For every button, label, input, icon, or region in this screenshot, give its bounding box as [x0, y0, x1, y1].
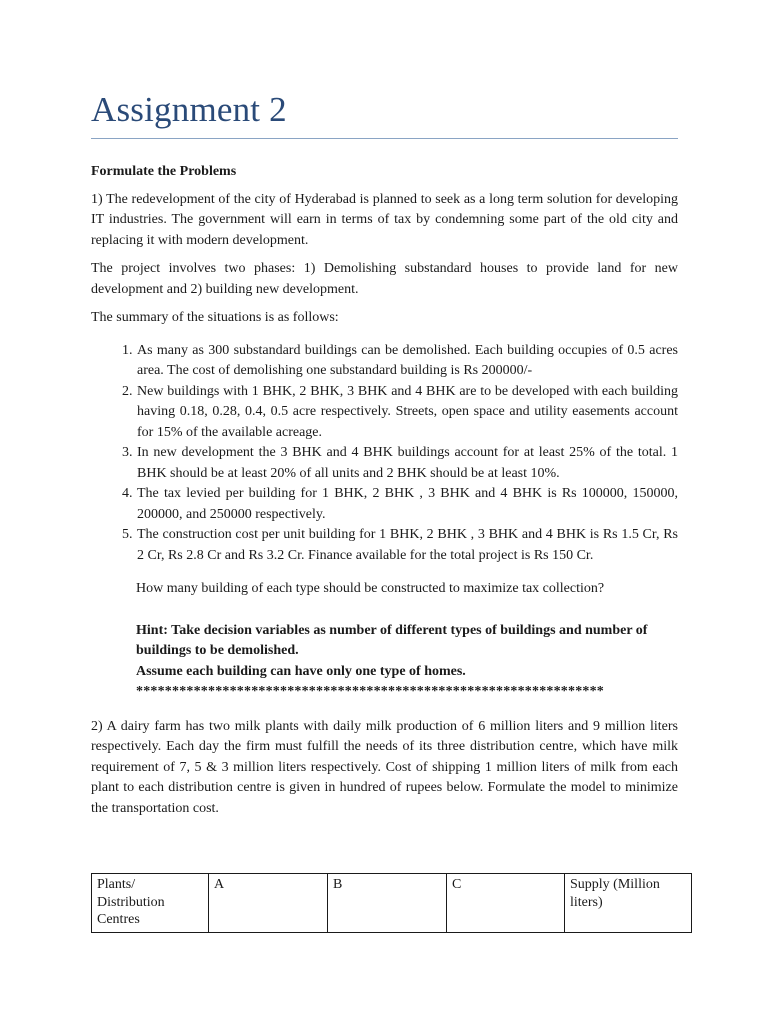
- table-header-cell: Supply (Million liters): [565, 874, 692, 933]
- page-title: Assignment 2: [91, 90, 287, 129]
- section-heading: Formulate the Problems: [91, 164, 237, 179]
- shipping-cost-table: [91, 873, 692, 933]
- table-header-cell: A: [209, 874, 328, 933]
- conditions-list: [91, 341, 678, 567]
- condition-item: 1. As many as 300 substandard buildings can be demolished. Each building occupies of 0.5 acres area. The cost of demolishing one substandard building is Rs 200000/-: [136, 341, 678, 382]
- table-header-cell: Plants/ Distribution Centres: [92, 874, 209, 933]
- problem1-question-block: [91, 579, 678, 703]
- problem1-assumption: Assume each building can have only one type of homes.: [136, 663, 466, 679]
- problem1-question: How many building of each type should be constructed to maximize tax collection?: [136, 581, 605, 596]
- document-body: [91, 162, 678, 835]
- title-underline: [91, 138, 678, 139]
- table-header-cell: B: [328, 874, 447, 933]
- problem1-phases: The project involves two phases: 1) Demolishing substandard houses to provide land for new development and 2) building new development.: [91, 261, 678, 297]
- separator-stars: *****************************************************************: [136, 684, 604, 699]
- condition-item: 5. The construction cost per unit building for 1 BHK, 2 BHK , 3 BHK and 4 BHK is Rs 1.5 Cr, Rs 2 Cr, Rs 2.8 Cr and Rs 3.2 Cr. Finance available for the total project is Rs 150 Cr.: [136, 525, 678, 566]
- condition-item: 3. In new development the 3 BHK and 4 BHK buildings account for at least 25% of the total. 1 BHK should be at least 20% of all units and 2 BHK should be at least 10%.: [136, 443, 678, 484]
- problem1-hint: Hint: Take decision variables as number of different types of buildings and number of buildings to be demolished.: [136, 622, 648, 658]
- condition-item: 4. The tax levied per building for 1 BHK, 2 BHK , 3 BHK and 4 BHK is Rs 100000, 150000, 200000, and 250000 respectively.: [136, 484, 678, 525]
- problem1-intro: 1) The redevelopment of the city of Hyderabad is planned to seek as a long term solution for developing IT industries. The government will earn in terms of tax by condemning some part of the old city and replacing it with modern development.: [91, 191, 678, 248]
- problem1-summary-lead: The summary of the situations is as follows:: [91, 310, 339, 325]
- table-header-row: [92, 874, 692, 933]
- table-header-cell: C: [447, 874, 565, 933]
- condition-item: 2. New buildings with 1 BHK, 2 BHK, 3 BHK and 4 BHK are to be developed with each building having 0.18, 0.28, 0.4, 0.5 acre respectively. Streets, open space and utility easements account for 15% of the available acreage.: [136, 382, 678, 444]
- problem2-text: 2) A dairy farm has two milk plants with daily milk production of 6 million liters and 9 million liters respectively. Each day the firm must fulfill the needs of its three distribution centre, which have milk requirement of 7, 5 & 3 million liters respectively. Cost of shipping 1 million liters of milk from each plant to each distribution centre is given in hundred of rupees below. Formulate the model to minimize the transportation cost.: [91, 718, 678, 816]
